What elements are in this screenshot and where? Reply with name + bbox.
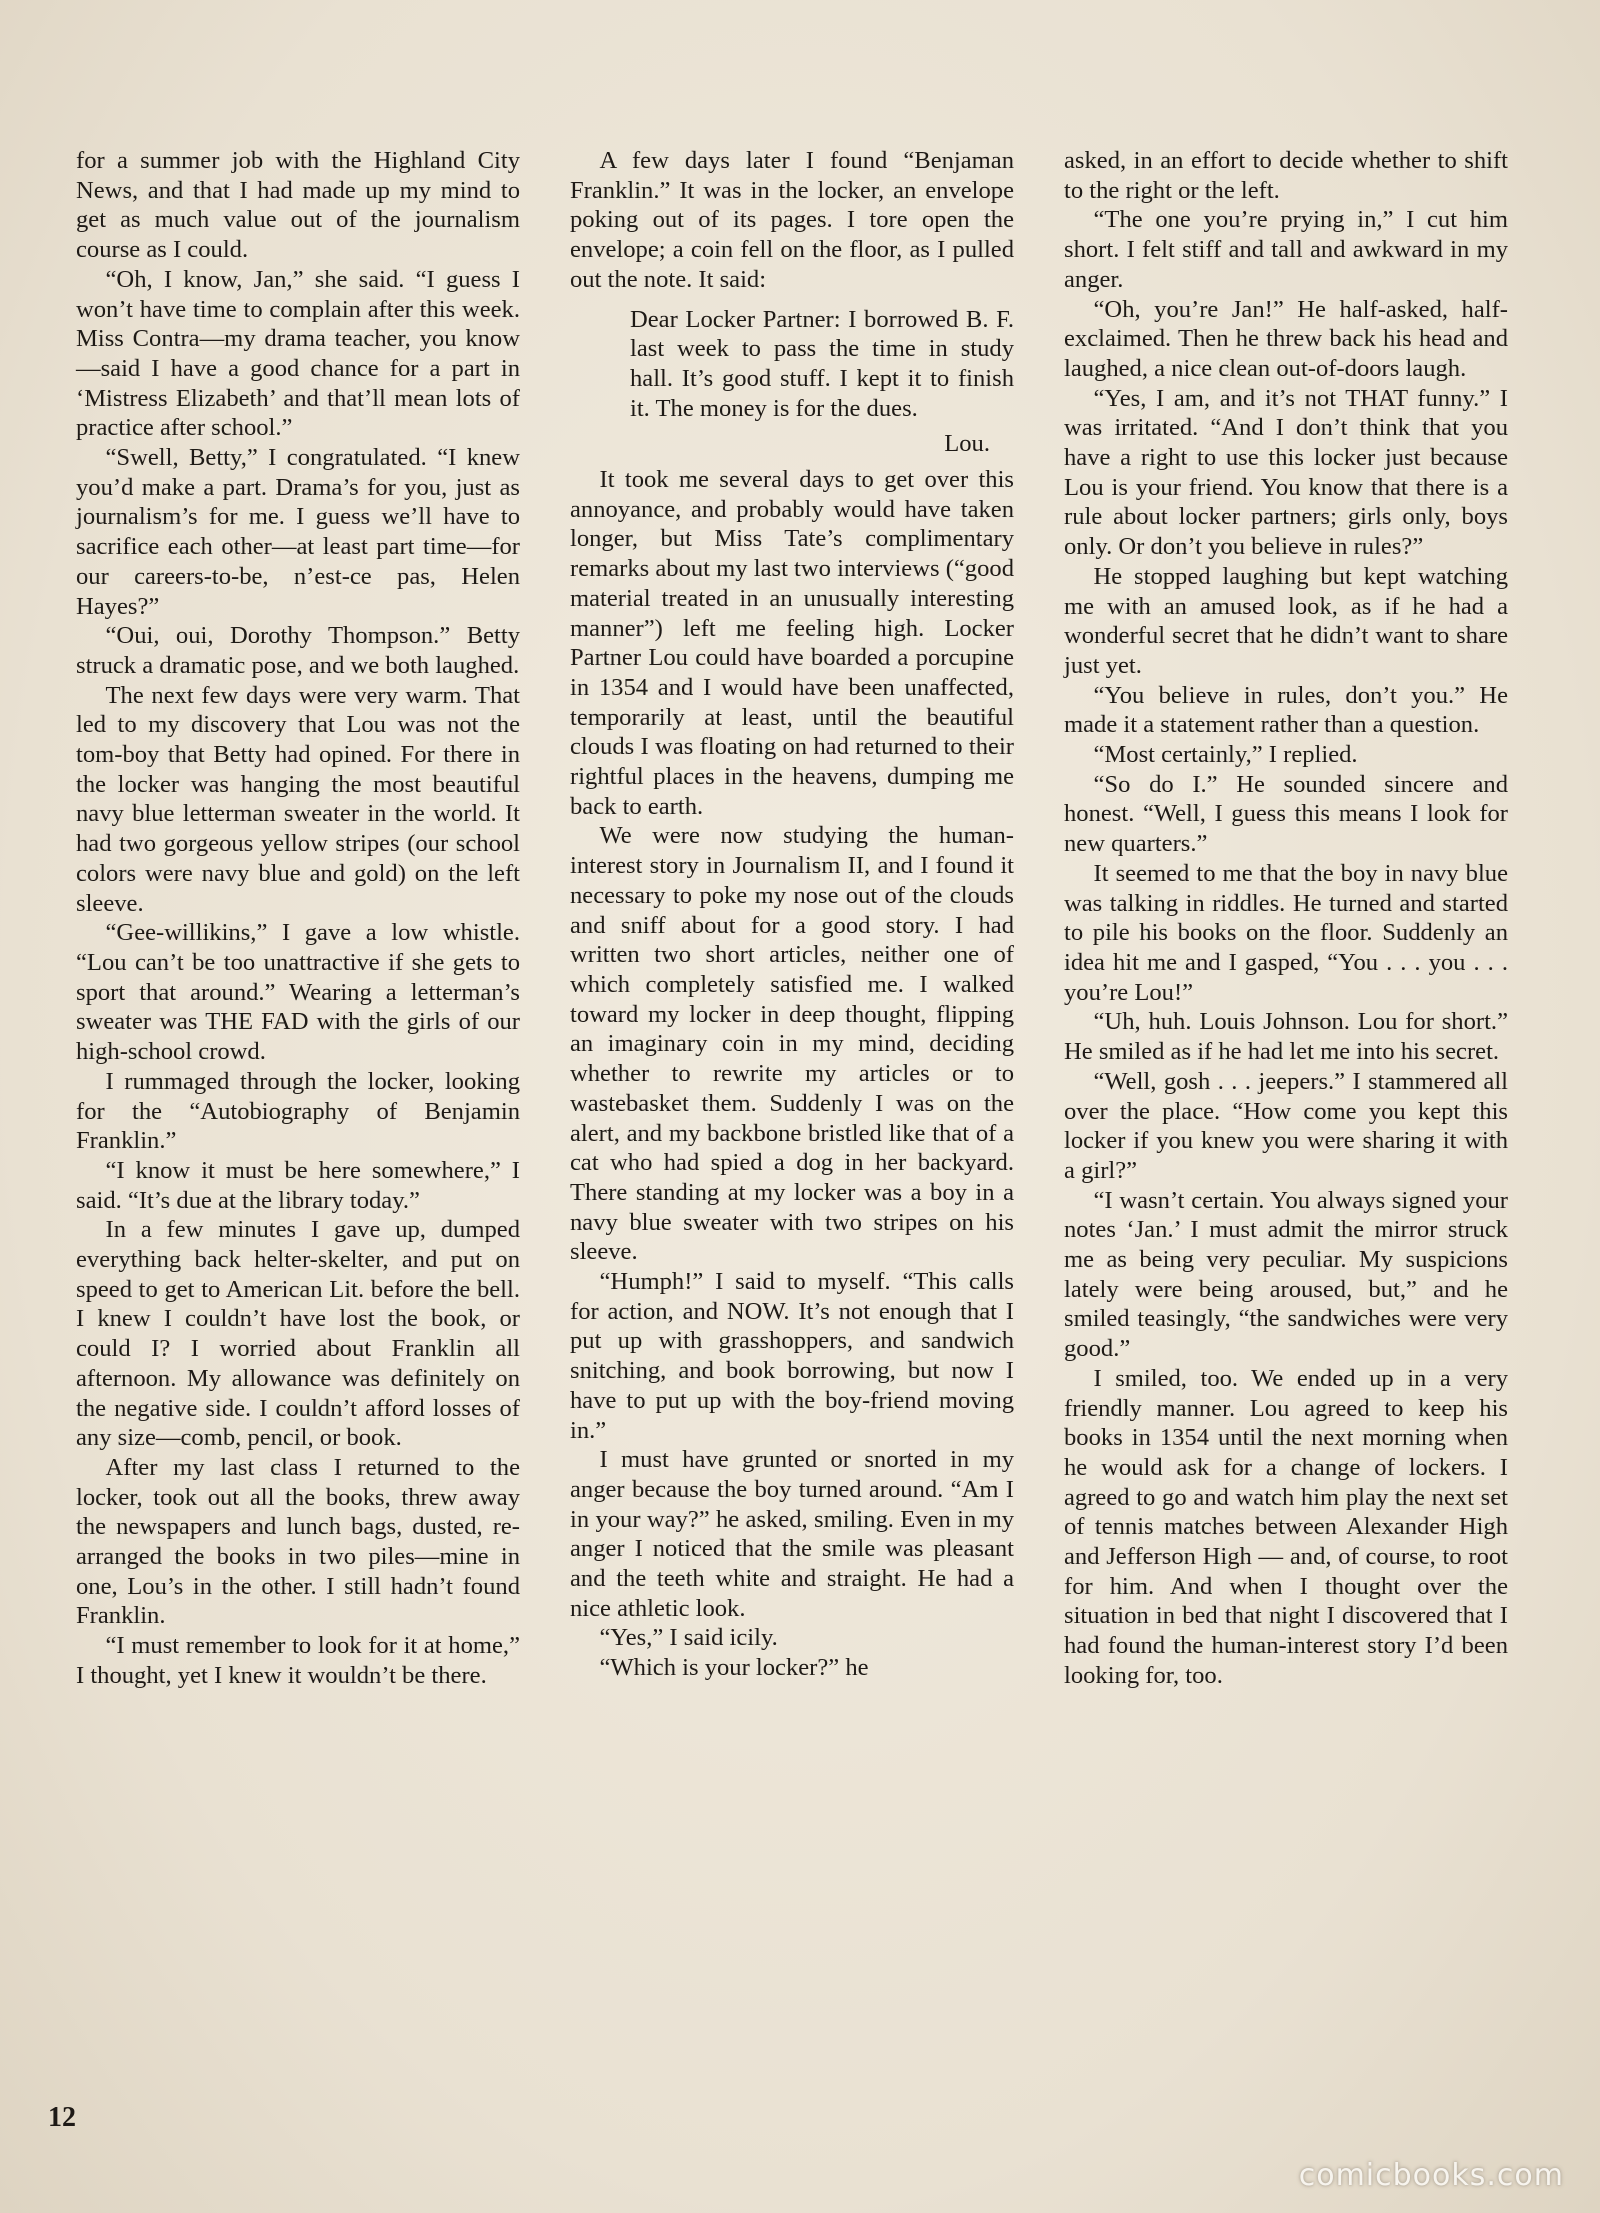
story-paragraph: “So do I.” He sounded sincere and honest. “Well, I guess this means I look for new quarters.” xyxy=(1064,770,1508,858)
story-paragraph: “You believe in rules, don’t you.” He made it a statement rather than a question. xyxy=(1064,681,1508,739)
story-paragraph: “Well, gosh . . . jeepers.” I stammered all over the place. “How come you kept this locker if you knew you were sharing it with a girl?” xyxy=(1064,1067,1508,1184)
story-paragraph: “Which is your locker?” he xyxy=(599,1654,869,1682)
story-paragraph: “Oh, I know, Jan,” she said. “I guess I won’t have time to complain after this week. Miss Contra—my drama teacher, you know—said I have a good chance for a part in ‘Mistress Elizabeth’ and that’ll mean lots of practice after school.” xyxy=(76,265,520,442)
story-paragraph: I smiled, too. We ended up in a very friendly manner. Lou agreed to keep his books in 1354 until the next morning when he would ask for a change of lockers. I agreed to go and watch him play the next set of tennis matches between Alexander High and Jefferson High — and, of course, to root for him. And when I thought over the situation in bed that night I discovered that I had found the human-interest story I’d been looking for, too. xyxy=(1064,1364,1508,1689)
page-number: 12 xyxy=(48,2102,76,2133)
story-paragraph: “Uh, huh. Louis Johnson. Lou for short.” He smiled as if he had let me into his secret. xyxy=(1064,1008,1508,1066)
story-paragraph: After my last class I returned to the locker, took out all the books, threw away the newspapers and lunch bags, dusted, re-arranged the books in two piles—mine in one, Lou’s in the other. I still hadn’t found Franklin. xyxy=(76,1453,520,1630)
story-paragraph: The next few days were very warm. That led to my discovery that Lou was not the tom-boy that Betty had opined. For there in the locker was hanging the most beautiful navy blue letterman sweater in the world. It had two gorgeous yellow stripes (our school colors were navy blue and gold) on the left sleeve. xyxy=(76,681,520,917)
story-paragraph: He stopped laughing but kept watching me with an amused look, as if he had a wonderful secret that he didn’t want to share just yet. xyxy=(1064,562,1508,679)
story-paragraph: for a summer job with the Highland City News, and that I had made up my mind to get as much value out of the journalism course as I could. xyxy=(76,147,520,264)
story-paragraph: asked, in an effort to decide whether to shift to the right or the left. xyxy=(1064,147,1508,204)
text-column-2 xyxy=(570,146,1014,1683)
story-paragraph: “Swell, Betty,” I congratulated. “I knew you’d make a part. Drama’s for you, just as journalism’s for me. I guess we’ll have to sacrifice each other—at least part time—for our careers-to-be, n’est-ce pas, Helen Hayes?” xyxy=(76,444,520,620)
story-paragraph: I rummaged through the locker, looking for the “Autobiography of Benjamin Franklin.” xyxy=(76,1067,520,1155)
story-paragraph: “The one you’re prying in,” I cut him short. I felt stiff and tall and awkward in my anger. xyxy=(1064,206,1508,293)
story-paragraph: It took me several days to get over this annoyance, and probably would have taken longer, but Miss Tate’s complimentary remarks about my last two interviews (“good material treated in an unusually interesting manner”) left me feeling high. Locker Partner Lou could have boarded a porcupine in 1354 and I would have been unaffected, temporarily at least, until the beautiful clouds I was floating on had returned to their rightful places in the heavens, dumping me back to earth. xyxy=(570,466,1014,820)
story-paragraph: It seemed to me that the boy in navy blue was talking in riddles. He turned and started to pile his books on the floor. Suddenly an idea hit me and I gasped, “You . . . you . . . you’re Lou!” xyxy=(1064,859,1508,1006)
text-column-3 xyxy=(1064,146,1508,1691)
story-paragraph: A few days later I found “Benjaman Franklin.” It was in the locker, an envelope poking out of its pages. I tore open the envelope; a coin fell on the floor, as I pulled out the note. It said: xyxy=(570,147,1014,293)
story-paragraph: “I must remember to look for it at home,” I thought, yet I knew it wouldn’t be there. xyxy=(76,1632,520,1689)
story-paragraph: “I know it must be here somewhere,” I said. “It’s due at the library today.” xyxy=(76,1156,520,1214)
story-paragraph: “Oui, oui, Dorothy Thompson.” Betty struck a dramatic pose, and we both laughed. xyxy=(76,622,520,679)
story-paragraph: “Yes, I am, and it’s not THAT funny.” I was irritated. “And I don’t think that you have a right to use this locker just because Lou is your friend. You know that there is a rule about locker partners; girls only, boys only. Or don’t you believe in rules?” xyxy=(1064,384,1508,561)
story-paragraph: We were now studying the human-interest story in Journalism II, and I found it necessary to poke my nose out of the clouds and sniff about for a good story. I had written two short articles, neither one of which completely satisfied me. I walked toward my locker in deep thought, flipping an imaginary coin in my mind, deciding whether to rewrite my articles or to wastebasket them. Suddenly I was on the alert, and my backbone bristled like that of a cat who had spied a dog in her backyard. There standing at my locker was a boy in a navy blue sweater with two stripes on his sleeve. xyxy=(570,822,1014,1266)
text-column-1 xyxy=(76,146,520,1691)
story-paragraph: “Gee-willikins,” I gave a low whistle. “Lou can’t be too unattractive if she gets to sport that around.” Wearing a letterman’s sweater was THE FAD with the girls of our high-school crowd. xyxy=(76,919,520,1066)
story-paragraph: “Humph!” I said to myself. “This calls for action, and NOW. It’s not enough that I put up with grasshoppers, and sandwich snitching, and book borrowing, but now I have to put up with the boy-friend moving in.” xyxy=(570,1268,1014,1444)
story-paragraph: “Yes,” I said icily. xyxy=(599,1624,778,1652)
story-paragraph: “Oh, you’re Jan!” He half-asked, half-exclaimed. Then he threw back his head and laughed, a nice clean out-of-doors laugh. xyxy=(1064,295,1508,382)
letter-signature: Lou. xyxy=(944,430,990,458)
letter-note: Dear Locker Partner: I borrowed B. F. last week to pass the time in study hall. It’s good stuff. I kept it to finish it. The money is for the dues. xyxy=(630,305,1014,422)
story-paragraph: “I wasn’t certain. You always signed your notes ‘Jan.’ I must admit the mirror struck me as being very peculiar. My suspicions lately were being aroused, but,” and he smiled teasingly, “the sandwiches were very good.” xyxy=(1064,1186,1508,1363)
story-paragraph: I must have grunted or snorted in my anger because the boy turned around. “Am I in your way?” he asked, smiling. Even in my anger I noticed that the smile was pleasant and the teeth white and straight. He had a nice athletic look. xyxy=(570,1446,1014,1622)
story-paragraph: In a few minutes I gave up, dumped everything back helter-skelter, and put on speed to get to American Lit. before the bell. I knew I couldn’t have lost the book, or could I? I worried about Franklin all afternoon. My allowance was definitely on the negative side. I couldn’t afford losses of any size—comb, pencil, or book. xyxy=(76,1216,520,1452)
story-paragraph: “Most certainly,” I replied. xyxy=(1093,741,1358,769)
watermark-text: comicbooks.com xyxy=(1298,2158,1564,2193)
